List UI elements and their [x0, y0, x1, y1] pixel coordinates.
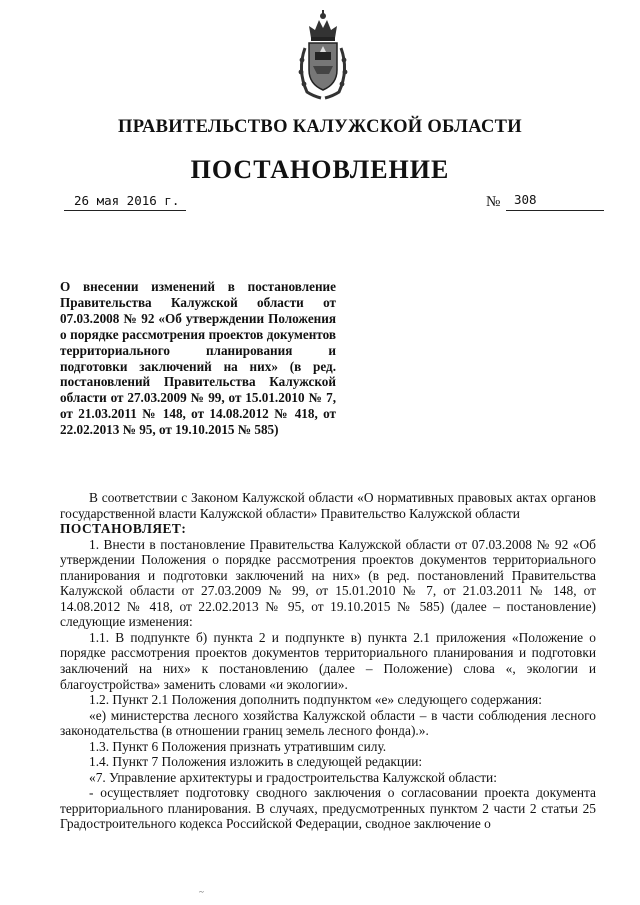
preamble-paragraph: В соответствии с Законом Калужской области «О нормативных правовых актах органов государственной власти Калужской области» Правительство Калужской области: [60, 490, 596, 521]
coat-of-arms-emblem: [295, 8, 351, 100]
document-subject: О внесении изменений в постановление Правительства Калужской области от 07.03.2008 № 92 «Об утверждении Положения о порядке рассмотрения проектов документов территориального планирования и подготовки заключений на них» (в ред. постановлений Правительства Калужской области от 27.03.2009 № 99, от 15.01.2010 № 7, от 21.03.2011 № 148, от 14.08.2012 № 418, от 22.02.2013 № 95, от 19.10.2015 № 585): [60, 279, 336, 438]
decides-heading: ПОСТАНОВЛЯЕТ:: [60, 521, 187, 537]
paragraph-1-2-e: «е) министерства лесного хозяйства Калужской области – в части соблюдения лесного законодательства (в отношении границ земель лесного фонда).».: [60, 707, 596, 739]
document-number-field: [486, 193, 604, 210]
paragraph-7-dash: - осуществляет подготовку сводного заключения о согласовании проекта документа территориального планирования. В случаях, предусмотренных пунктом 2 части 2 статьи 25 Градостроительного кодекса Российской Федерации, сводное заключение о: [60, 785, 596, 832]
document-type-title: ПОСТАНОВЛЕНИЕ: [190, 155, 450, 184]
paragraph-1-4: 1.4. Пункт 7 Положения изложить в следующей редакции:: [89, 754, 423, 770]
paragraph-1-2: 1.2. Пункт 2.1 Положения дополнить подпунктом «е» следующего содержания:: [89, 692, 542, 708]
number-label: №: [486, 194, 501, 210]
document-body: [60, 490, 596, 832]
paragraph-1-3: 1.3. Пункт 6 Положения признать утратившим силу.: [89, 738, 387, 754]
paragraph-7: «7. Управление архитектуры и градостроительства Калужской области:: [89, 769, 497, 785]
number-underline: [506, 193, 604, 211]
paragraph-1-1: 1.1. В подпункте б) пункта 2 и подпункте в) пункта 2.1 приложения «Положение о порядке рассмотрения проектов документов территориального планирования и подготовки заключений на них» к постановлению (далее – Положение) слова «, экологии и благоустройства» заменить словами «и экологии».: [60, 629, 596, 692]
scan-mark: ~: [199, 887, 204, 897]
document-date: 26 мая 2016 г.: [64, 193, 186, 211]
document-number: 308: [514, 192, 537, 207]
government-name: ПРАВИТЕЛЬСТВО КАЛУЖСКОЙ ОБЛАСТИ: [118, 117, 522, 137]
paragraph-1: 1. Внести в постановление Правительства Калужской области от 07.03.2008 № 92 «Об утверждении Положения о порядке рассмотрения проектов документов территориального планирования и подготовки заключений на них» (в ред. постановлений Правительства Калужской области от 27.03.2009 № 99, от 15.01.2010 № 7, от 21.03.2011 № 148, от 14.08.2012 № 418, от 22.02.2013 № 95, от 19.10.2015 № 585) (далее – постановление) следующие изменения:: [60, 536, 596, 630]
